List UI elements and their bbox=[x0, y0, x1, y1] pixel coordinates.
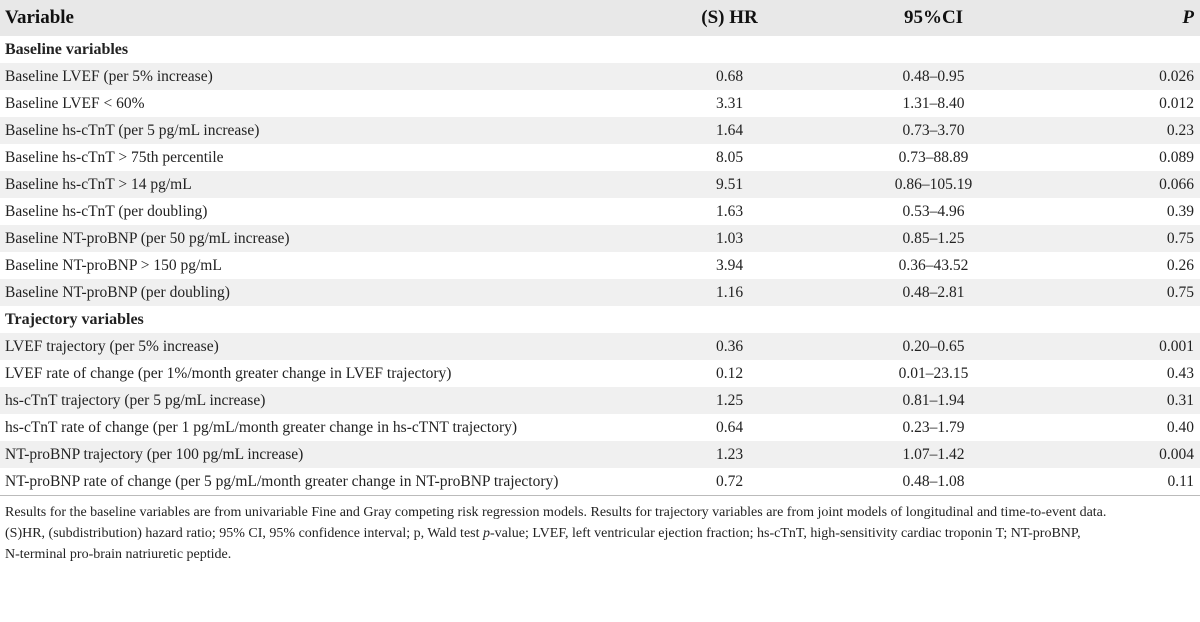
table-row bbox=[0, 63, 1200, 90]
table-row bbox=[0, 171, 1200, 198]
cell-p: 0.43 bbox=[1166, 364, 1194, 382]
cell-hr: 0.12 bbox=[715, 364, 744, 382]
section-header-row bbox=[0, 306, 1200, 333]
cell-variable: NT-proBNP trajectory (per 100 pg/mL increase) bbox=[0, 441, 640, 468]
cell-hr: 1.64 bbox=[640, 117, 820, 144]
header-ci: 95%CI bbox=[903, 7, 964, 28]
table-row bbox=[0, 117, 1200, 144]
cell-variable: Baseline LVEF < 60% bbox=[5, 94, 145, 112]
table-row bbox=[0, 333, 1200, 360]
cell-p: 0.26 bbox=[1166, 256, 1194, 274]
header-variable: Variable bbox=[5, 7, 74, 28]
table-row bbox=[0, 387, 1200, 414]
cell-hr: 8.05 bbox=[715, 148, 744, 166]
cell-ci: 0.73–88.89 bbox=[898, 148, 969, 166]
cell-variable: hs-cTnT trajectory (per 5 pg/mL increase) bbox=[0, 387, 640, 414]
cell-variable: Baseline hs-cTnT > 75th percentile bbox=[5, 148, 224, 166]
cell-variable: hs-cTnT rate of change (per 1 pg/mL/month greater change in hs-cTNT trajectory) bbox=[5, 418, 518, 436]
cell-hr: 1.25 bbox=[640, 387, 820, 414]
cell-hr: 3.31 bbox=[715, 94, 744, 112]
cell-ci: 0.48–0.95 bbox=[820, 63, 1048, 90]
table-row bbox=[0, 144, 1200, 171]
cell-ci: 1.31–8.40 bbox=[902, 94, 965, 112]
cell-ci: 0.48–1.08 bbox=[902, 472, 965, 490]
table-row bbox=[0, 360, 1200, 387]
cell-hr: 9.51 bbox=[640, 171, 820, 198]
header-hr: (S) HR bbox=[701, 7, 758, 28]
table-row bbox=[0, 225, 1200, 252]
header-row bbox=[0, 0, 1200, 36]
cell-variable: Baseline NT-proBNP (per doubling) bbox=[0, 279, 640, 306]
cell-variable: Baseline NT-proBNP > 150 pg/mL bbox=[5, 256, 222, 274]
cell-variable: Baseline hs-cTnT > 14 pg/mL bbox=[0, 171, 640, 198]
cell-p: 0.75 bbox=[1048, 279, 1200, 306]
cell-ci: 1.07–1.42 bbox=[820, 441, 1048, 468]
table-row bbox=[0, 468, 1200, 495]
cell-ci: 0.86–105.19 bbox=[820, 171, 1048, 198]
table-header bbox=[0, 0, 1200, 36]
cell-ci: 0.53–4.96 bbox=[902, 202, 965, 220]
cell-p: 0.40 bbox=[1166, 418, 1194, 436]
cell-p: 0.066 bbox=[1048, 171, 1200, 198]
cell-p: 0.39 bbox=[1166, 202, 1194, 220]
table-row bbox=[0, 90, 1200, 117]
cell-variable: Baseline NT-proBNP (per 50 pg/mL increase) bbox=[0, 225, 640, 252]
cell-hr: 0.64 bbox=[715, 418, 744, 436]
table-footnote bbox=[0, 496, 1200, 565]
footnote-line-3: N-terminal pro-brain natriuretic peptide. bbox=[5, 547, 232, 562]
cell-p: 0.089 bbox=[1159, 148, 1194, 166]
cell-p: 0.001 bbox=[1048, 333, 1200, 360]
cell-variable: Baseline LVEF (per 5% increase) bbox=[0, 63, 640, 90]
cell-hr: 0.72 bbox=[715, 472, 744, 490]
table-row bbox=[0, 441, 1200, 468]
cell-p: 0.75 bbox=[1048, 225, 1200, 252]
table-row bbox=[0, 252, 1200, 279]
cell-variable: Baseline hs-cTnT (per doubling) bbox=[5, 202, 208, 220]
cell-p: 0.31 bbox=[1048, 387, 1200, 414]
header-p: P bbox=[1182, 7, 1194, 28]
cell-hr: 1.03 bbox=[640, 225, 820, 252]
cell-ci: 0.36–43.52 bbox=[898, 256, 969, 274]
section-header-row bbox=[0, 36, 1200, 63]
cell-hr: 1.16 bbox=[640, 279, 820, 306]
cell-ci: 0.01–23.15 bbox=[898, 364, 969, 382]
cell-ci: 0.48–2.81 bbox=[820, 279, 1048, 306]
table-row bbox=[0, 414, 1200, 441]
cell-p: 0.23 bbox=[1048, 117, 1200, 144]
cell-hr: 0.36 bbox=[640, 333, 820, 360]
cell-p: 0.004 bbox=[1048, 441, 1200, 468]
cell-hr: 3.94 bbox=[715, 256, 744, 274]
cell-hr: 1.23 bbox=[640, 441, 820, 468]
italic-p: p bbox=[483, 526, 491, 541]
cell-ci: 0.73–3.70 bbox=[820, 117, 1048, 144]
cell-p: 0.012 bbox=[1159, 94, 1194, 112]
cell-hr: 1.63 bbox=[715, 202, 744, 220]
cell-ci: 0.23–1.79 bbox=[902, 418, 965, 436]
cell-ci: 0.20–0.65 bbox=[820, 333, 1048, 360]
cell-variable: LVEF trajectory (per 5% increase) bbox=[0, 333, 640, 360]
cell-p: 0.026 bbox=[1048, 63, 1200, 90]
cell-variable: Baseline hs-cTnT (per 5 pg/mL increase) bbox=[0, 117, 640, 144]
table-row bbox=[0, 279, 1200, 306]
cell-variable: NT-proBNP rate of change (per 5 pg/mL/month greater change in NT-proBNP trajectory) bbox=[5, 472, 559, 490]
cell-variable: LVEF rate of change (per 1%/month greater change in LVEF trajectory) bbox=[5, 364, 452, 382]
section-title: Baseline variables bbox=[5, 40, 129, 58]
footnote-line-2: (S)HR, (subdistribution) hazard ratio; 95% CI, 95% confidence interval; p, Wald test p-value; LVEF, left ventricular ejection fraction; hs-cTnT, high-sensitivity cardiac troponin T; NT-proBNP, bbox=[5, 526, 1081, 541]
table-row bbox=[0, 198, 1200, 225]
table-body bbox=[0, 36, 1200, 495]
cell-ci: 0.81–1.94 bbox=[820, 387, 1048, 414]
cell-ci: 0.85–1.25 bbox=[820, 225, 1048, 252]
cell-hr: 0.68 bbox=[640, 63, 820, 90]
cell-p: 0.11 bbox=[1167, 472, 1194, 490]
section-title: Trajectory variables bbox=[5, 310, 144, 328]
footnote-line-1: Results for the baseline variables are from univariable Fine and Gray competing risk regression models. Results for trajectory variables are from joint models of longitudinal and time-to-event data. bbox=[5, 505, 1107, 520]
